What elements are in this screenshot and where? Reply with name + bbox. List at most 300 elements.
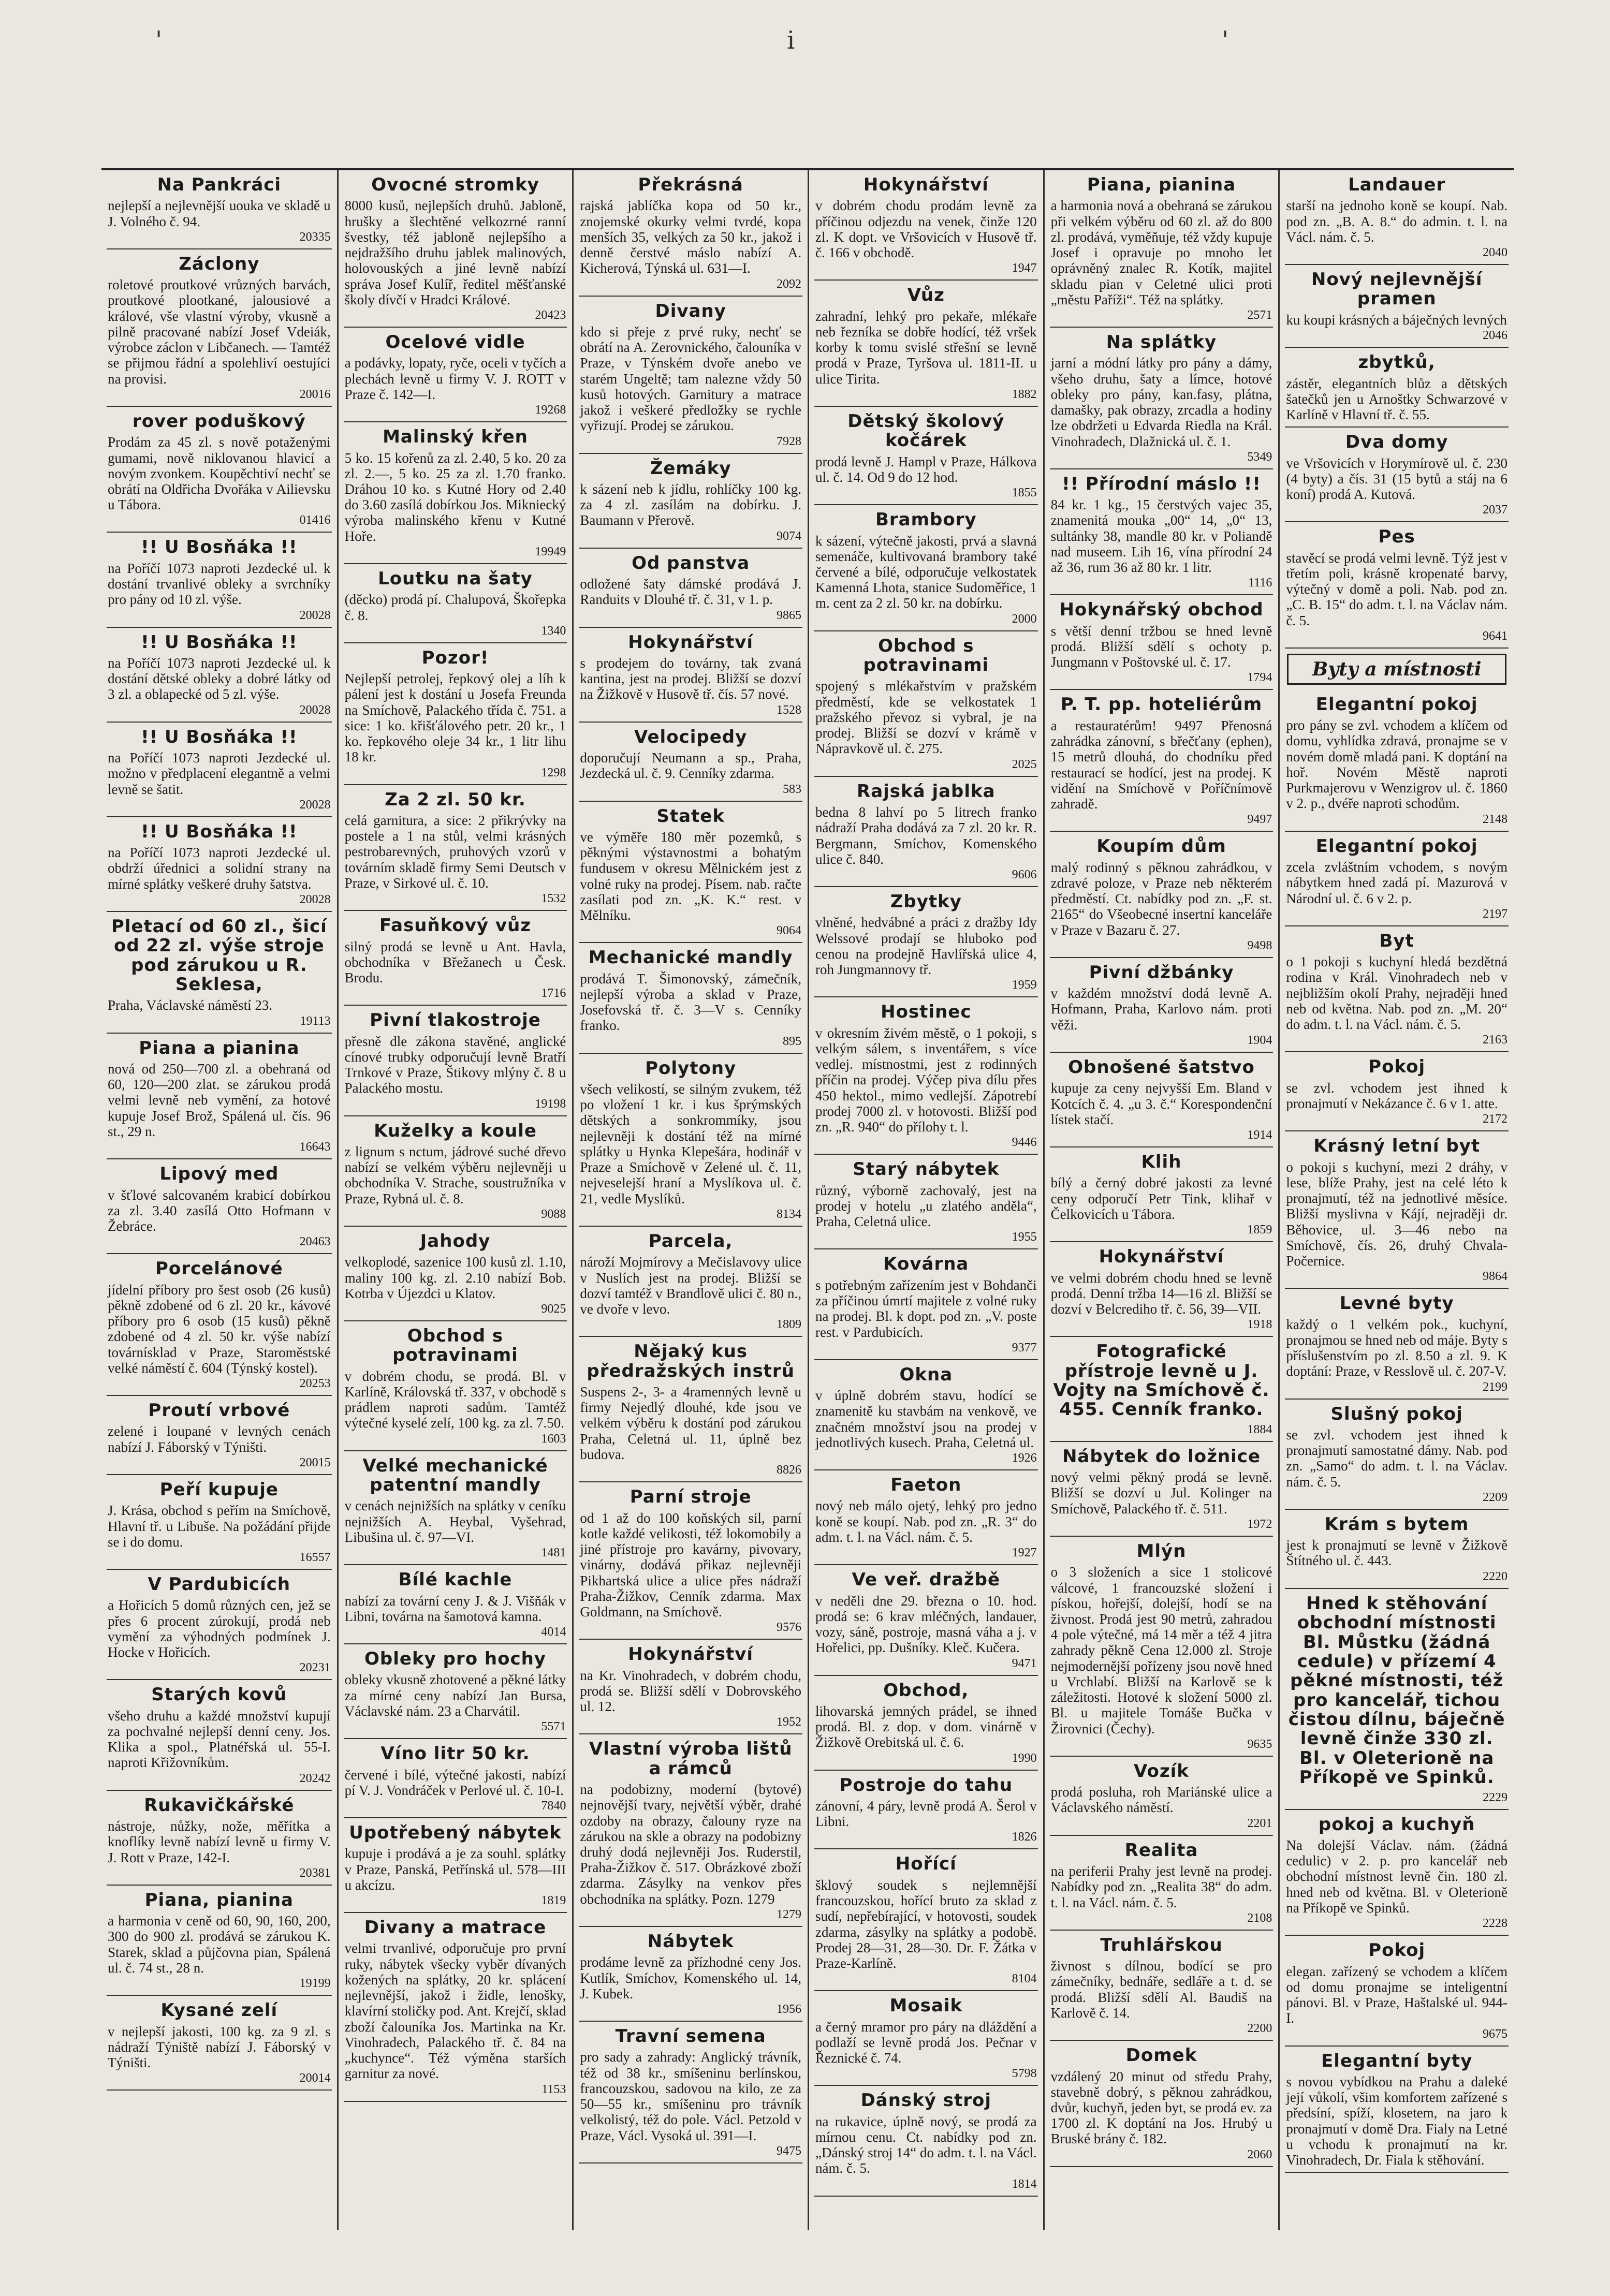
classified-ad <box>1050 1147 1274 1242</box>
ad-body: nová od 250—700 zl. a obehraná od 60, 120—200 zlat. se zárukou prodá velmi levně neb vymění, za hotové kupuje Josef Brož, Spálená ul. čís. 96 st., 29 n. <box>108 1061 331 1139</box>
ad-body: pro sady a zahrady: Anglický trávník, též od 38 kr., smíšeninu berlínskou, francouzskou, sadovou na kilo, ze za 50—55 kr., smíšeninu pro trávník velkolistý, též do pole. Václ. Petzold v Praze, Václ. Vysoká ul. 391—I. <box>580 2049 801 2143</box>
classified-ad <box>107 628 332 723</box>
ad-title: Piana, pianina <box>144 1889 294 1910</box>
classified-ad <box>344 1451 567 1565</box>
ad-column-4 <box>808 170 1043 2230</box>
classified-ad <box>1285 348 1509 428</box>
classified-ad <box>1285 265 1509 348</box>
ad-body: v cenách nejnižších na splátky v ceníku nejnižších A. Heybal, Vyšehrad, Libušina ul. č. 97—VI. <box>344 1498 566 1545</box>
ad-title: Velocipedy <box>634 726 748 747</box>
classified-ad <box>1285 1131 1509 1289</box>
ad-title: Nábytek <box>647 1931 734 1952</box>
ad-code: 20463 <box>299 1235 331 1249</box>
ad-code: 9377 <box>1012 1341 1037 1355</box>
ad-body: a podávky, lopaty, ryče, oceli v tyčích a plechách levně u firmy V. J. ROTT v Praze č. 142—I. <box>344 355 566 402</box>
ad-title: Velké mechanické patentní mandly <box>362 1455 548 1496</box>
classified-ad <box>107 912 332 1034</box>
ad-code: 9606 <box>1012 867 1037 881</box>
ad-body: v úplně dobrém stavu, hodící se znamenitě ku stavbám na venkově, ve značném množství jsou na prodej v jednotlivých kusech. Praha, Celetná ul. <box>815 1388 1037 1450</box>
ad-body: 5 ko. 15 kořenů za zl. 2.40, 5 ko. 20 za zl. 2.—, 5 ko. 25 za zl. 1.70 franko. Dráhou 10 ko. s Kutné Hory od 2.40 do 3.60 zasílá dobírkou Jos. Mikniecký výroba malinského křenu v Kutné Hoře. <box>344 450 566 544</box>
ad-title: !! U Bosňáka !! <box>141 537 298 558</box>
classified-ad <box>1285 690 1509 832</box>
ad-body: různý, výborně zachovalý, jest na prodej v hotelu „u zlatého anděla“, Praha, Celetná ulice. <box>815 1182 1037 1230</box>
ad-code: 1972 <box>1247 1517 1272 1531</box>
ad-body: prodáme levně za přízhodné ceny Jos. Kutlík, Smíchov, Komenského ul. 14, J. Kubek. <box>580 1954 801 2001</box>
ad-code: 19198 <box>535 1097 566 1111</box>
ad-code: 1914 <box>1247 1128 1272 1142</box>
ad-title: Zbytky <box>890 891 962 912</box>
classified-ad <box>1050 1242 1274 1337</box>
ad-code: 2037 <box>1482 503 1507 517</box>
ad-title: Pletací od 60 zl., šicí od 22 zl. výše stroje pod zárukou u R. Seklesa, <box>111 916 327 995</box>
ad-title: Brambory <box>875 509 977 531</box>
classified-ad <box>107 1791 332 1886</box>
ad-title: Dětský školový kočárek <box>847 410 1005 451</box>
classified-ad <box>579 1227 802 1337</box>
classified-ad <box>1050 1757 1274 1836</box>
ad-body: v nejlepší jakosti, 100 kg. za 9 zl. s nádraží Týniště nabízí J. Fáborský v Týništi. <box>108 2023 331 2070</box>
ad-body: v neděli dne 29. března o 10. hod. prodá se: 6 krav mléčných, landauer, vozy, sáně, postroje, masná váha a j. v Hořelici, pp. Dušníky. Kleč. Kučera. <box>815 1593 1037 1656</box>
classified-ad <box>1285 1510 1509 1589</box>
classified-ad <box>1050 1537 1274 1757</box>
ad-title: Jahody <box>420 1230 491 1252</box>
ad-body: jarní a módní látky pro pány a dámy, všeho druhu, šaty a límce, hotové obleky pro pány, kan.fasy, plátna, damašky, pak obrazy, zrcadla a hodiny lze obdržeti u Edvarda Riedla na Král. Vinohradech, Dlažnická ul. č. 1. <box>1050 355 1272 449</box>
ad-body: spojený s mlékařstvím v pražském předměstí, kde se velkostatek 1 pražského převoz si vybral, je na prodej. Bližší se dozví v krámě v Nápravkově ul. č. 275. <box>815 678 1037 757</box>
ad-body: a černý mramor pro páry na dláždění a podlaží se levně prodá Jos. Pečnar v Řeznické č. 74. <box>815 2019 1037 2066</box>
ad-title: Piana, pianina <box>1087 174 1236 195</box>
ad-title: Od panstva <box>632 552 750 573</box>
ad-body: ve velmi dobrém chodu hned se levně prodá. Denní tržba 14—16 zl. Bližší se dozví v Belcrediho tř. č. 56, 39—VII. <box>1050 1270 1272 1317</box>
ad-code: 2201 <box>1247 1816 1272 1830</box>
classified-ad <box>579 2022 802 2163</box>
ad-code: 1826 <box>1012 1830 1037 1844</box>
ad-title: Travní semena <box>615 2026 766 2047</box>
ad-code: 20015 <box>299 1455 331 1469</box>
classified-ad <box>107 249 332 407</box>
ad-title: Pivní džbánky <box>1089 962 1234 983</box>
classified-ad <box>814 997 1038 1155</box>
ad-title: Vůz <box>907 285 945 306</box>
classified-ad <box>814 1470 1038 1565</box>
classified-ad <box>107 170 332 249</box>
ad-body: zánovní, 4 páry, levně prodá A. Šerol v Libni. <box>815 1798 1037 1830</box>
ad-title: Postroje do tahu <box>839 1774 1013 1795</box>
ad-title: pokoj a kuchyň <box>1318 1814 1475 1835</box>
ad-body: na periferii Prahy jest levně na prodej. Nabídky pod zn. „Realita 38“ do adm. t. l. na Václ. nám. č. 5. <box>1050 1863 1272 1910</box>
ad-body: zcela zvláštním vchodem, s novým nábytkem hned zadá pí. Mazurová v Národní ul. č. 6 v 2. p. <box>1286 859 1507 906</box>
classified-ad <box>579 1337 802 1482</box>
ad-code: 2163 <box>1482 1033 1507 1047</box>
ad-title: Pokoj <box>1368 1940 1426 1961</box>
ad-title: Faeton <box>890 1475 962 1496</box>
ad-code: 583 <box>782 782 801 796</box>
classified-ad <box>1050 328 1274 469</box>
classified-ad <box>814 1849 1038 1991</box>
ad-title: Lipový med <box>159 1164 279 1185</box>
ad-code: 1153 <box>541 2082 566 2096</box>
ad-title: Elegantní pokoj <box>1315 694 1478 715</box>
ad-column-5 <box>1043 170 1279 2230</box>
ad-title: Záclony <box>179 253 260 274</box>
ad-body: všech velikostí, se silným zvukem, též po vložení 1 kr. i kus šprýmských dětských a sonkrommíky, jsou nejlevněji k dostání též na mírné splátky u Hynka Klepešára, hodinář v Praze a Smíchově v Zelené ul. č. 11, nejveselejší hraní a Myslíkova ul. č. 21, vedle Myslíků. <box>580 1081 801 1206</box>
classified-ad <box>1285 1289 1509 1399</box>
classified-ad <box>344 328 567 422</box>
ad-code: 9064 <box>776 924 801 938</box>
ad-body: lihovarská jemných prádel, se ihned prodá. Bl. z dop. v dom. vinárně v Žižkově Orebitská ul. č. 6. <box>815 1703 1037 1750</box>
classified-ad <box>814 1771 1038 1850</box>
classified-ad <box>1050 1836 1274 1931</box>
ad-body: ku koupi krásných a báječných levných <box>1286 312 1507 328</box>
classified-ad <box>344 1565 567 1644</box>
ad-code: 20016 <box>299 387 331 401</box>
ad-code: 1855 <box>1012 486 1037 500</box>
ad-code: 2060 <box>1247 2147 1272 2161</box>
ad-title: Hned k stěhování obchodní místnosti Bl. Můstku (žádná cedule) v přízemí 4 pěkné místnosti, též pro kancelář, tichou čistou dílnu, báječně levně činže 330 zl. Bl. v Oleterioně na Příkopě ve Spinků. <box>1288 1593 1505 1788</box>
ad-title: Vlastní výroba lištů a rámců <box>589 1739 793 1779</box>
ad-body: vlněné, hedvábné a práci z dražby Idy Welssové prodají se hluboko pod cenou na prodejně Havlířská ulice 4, roh Jungmannovy tř. <box>815 915 1037 978</box>
ad-title: Elegantní byty <box>1321 2050 1473 2071</box>
ad-body: každý o 1 velkém pok., kuchyní, pronajmou se hned neb od máje. Byty s příslušenstvím po zl. 8.50 a zl. 9. K doptání: Praze, v Resslově ul. č. 207-V. <box>1286 1316 1507 1379</box>
classified-ads-page <box>101 168 1514 2230</box>
ad-body: v každém množství dodá levně A. Hofmann, Praha, Karlovo nám. proti věži. <box>1050 985 1272 1033</box>
ad-body: o 3 složeních a sice 1 stolicové válcové, 1 francouzské složení i pískou, hořejší, dolejší, hodí se na živnost. Prodá jest 90 metrů, zahradou 4 pole výtečné, má 14 měr a též 4 jitra zahrady pěkně Cena 12.000 zl. Stroje nejmodernější pořízeny jsou nově hned u Vrchlabí. Bližší na Karlově se k záležitosti. Hotové k složení 5000 zl. Bl. u majitele Tomáše Bučka v Žirovnici (Čechy). <box>1050 1564 1272 1736</box>
ad-title: Koupím dům <box>1096 836 1226 857</box>
ad-body: silný prodá se levně u Ant. Havla, obchodníka v Břežanech u Česk. Brodu. <box>344 938 566 985</box>
classified-ad <box>814 1565 1038 1675</box>
page-marks <box>0 26 1610 57</box>
classified-ad <box>814 1155 1038 1249</box>
ad-title: Malinský křen <box>383 426 528 448</box>
classified-ad <box>107 1886 332 1996</box>
classified-ad <box>814 1360 1038 1470</box>
ad-title: Obnošené šatstvo <box>1068 1056 1255 1078</box>
ad-title: Porcelánové <box>155 1258 283 1279</box>
ad-code: 16643 <box>299 1140 331 1154</box>
classified-ad <box>344 1321 567 1451</box>
ad-title: Kysané zelí <box>160 2000 278 2021</box>
ad-title: Obchod s potravinami <box>392 1325 518 1366</box>
classified-ad <box>579 723 802 802</box>
classified-ad <box>579 1482 802 1640</box>
ad-title: Klih <box>1141 1152 1182 1173</box>
ad-title: !! Přírodní máslo !! <box>1062 473 1261 494</box>
ad-body: starší na jednoho koně se koupí. Nab. pod zn. „B. A. 8.“ do admin. t. l. na Václ. nám. č. 5. <box>1286 198 1507 245</box>
ad-code: 1528 <box>776 703 801 717</box>
ad-title: Krám s bytem <box>1324 1513 1469 1535</box>
ad-body: o 1 pokoji s kuchyní hledá bezdětná rodina v Král. Vinohradech neb v nejbližším okolí Prahy, nejraději hned neb od května. Nab. pod zn. „M. 20“ do adm. t. l. na Václ. nám. č. 5. <box>1286 954 1507 1033</box>
ad-code: 1927 <box>1012 1546 1037 1560</box>
ad-code: 1956 <box>776 2003 801 2017</box>
classified-ad <box>344 1739 567 1818</box>
ad-body: a restauratérům! 9497 Přenosná zahrádka zánovní, s břečťany (ephen), 15 metrů dlouhá, do chodníku před restaurací se hodící, jest na prodej. K vidění na Smíchově v Poříčnímově zahradě. <box>1050 717 1272 812</box>
classified-ad <box>1050 1931 1274 2041</box>
ad-code: 9088 <box>541 1207 566 1221</box>
ad-title: Mlýn <box>1136 1540 1187 1562</box>
ad-body: celá garnitura, a sice: 2 přikrývky na postele a 1 na stůl, velmi krásných pestrobarevných, pruhových vzorů v továrním skladě firmy Semi Deutsch v Praze, v Sirkové ul. č. 10. <box>344 812 566 891</box>
ad-code: 1819 <box>541 1894 566 1908</box>
ad-title: Pokoj <box>1368 1056 1426 1078</box>
section-heading: Byty a místnosti <box>1287 654 1506 685</box>
ad-title: Mechanické mandly <box>588 947 793 968</box>
ad-title: Na splátky <box>1106 332 1217 353</box>
ad-code: 9471 <box>1012 1656 1037 1670</box>
ad-body: k sázení neb k jídlu, rohlíčky 100 kg. za 4 zl. zasílám na dobírku. J. Baumann v Přerově. <box>580 481 801 528</box>
ad-body: přesně dle zákona stavěné, anglické cínové trubky odporučují levně Bratří Trnkové v Praze, Štikovy mlýny č. 8 u Palackého mostu. <box>344 1033 566 1096</box>
ad-code: 2197 <box>1482 907 1507 921</box>
ad-code: 9475 <box>776 2144 801 2158</box>
classified-ad <box>579 628 802 723</box>
ad-body: kupuje i prodává a je za souhl. splátky v Praze, Panská, Petřínská ul. 578—III u akcízu. <box>344 1846 566 1893</box>
ad-code: 1116 <box>1248 576 1272 590</box>
classified-ad <box>814 887 1038 997</box>
ad-body: bedna 8 lahví po 5 litrech franko nádraží Praha dodává za 7 zl. 20 kr. R. Bergmann, Smíchov, Komenského ulice č. 840. <box>815 804 1037 867</box>
ad-title: Pozor! <box>421 647 489 668</box>
classified-ad <box>344 1006 567 1116</box>
classified-ad <box>579 1054 802 1227</box>
ad-body: s prodejem do továrny, tak zvaná kantina, jest na prodej. Bližší se dozví na Žižkově v Husově tř. čís. 57 nové. <box>580 655 801 702</box>
ad-title: Hokynářství <box>863 174 989 195</box>
classified-ad <box>1050 1053 1274 1147</box>
ad-code: 9498 <box>1247 938 1272 952</box>
ad-title: Obchod, <box>883 1680 969 1701</box>
ad-body: z lignum s nctum, jádrové suché dřevo nabízí se velkém výběru nejlevněji u obchodníka V. Strache, soustružníka v Praze, Rybná ul. č. 8. <box>344 1143 566 1206</box>
ad-body: elegan. zařízený se vchodem a klíčem od domu pronajme se inteligentní pánovi. Bl. v Praze, Haštalské ul. 944-I. <box>1286 1963 1507 2026</box>
classified-ad <box>1285 2047 1509 2173</box>
ad-title: rover poduškový <box>132 410 306 432</box>
ad-title: Nový nejlevnější pramen <box>1311 269 1483 310</box>
classified-ad <box>1285 1400 1509 1510</box>
classified-ad <box>814 1991 1038 2086</box>
ad-body: Suspens 2-, 3- a 4ramenných levně u firmy Nejedlý dlouhé, kde jsou ve velkém výběru k dostání pod zárukou Praha, Celetná ul. 11, úplně bez budova. <box>580 1384 801 1462</box>
classified-ad <box>1285 1810 1509 1936</box>
classified-ad <box>1050 2041 1274 2167</box>
ad-title: Rajská jablka <box>857 781 996 802</box>
ad-body: a Hořicích 5 domů různých cen, jež se přes 6 procent zúrokují, prodá neb vymění za výhodných podmínek J. Hocke v Hořicích. <box>108 1597 331 1660</box>
ad-body: (děcko) prodá pí. Chalupová, Škořepka č. 8. <box>344 592 566 623</box>
classified-ad <box>107 533 332 627</box>
ad-body: červené i bílé, výtečné jakosti, nabízí pí V. J. Vondráček v Perlové ul. č. 10-I. <box>344 1767 566 1798</box>
ad-body: a harmonia v ceně od 60, 90, 160, 200, 300 do 900 zl. prodává se zárukou K. Starek, sklad a půjčovna pian, Spálená ul. č. 74 st., 28 n. <box>108 1913 331 1976</box>
ad-body: na Kr. Vinohradech, v dobrém chodu, prodá se. Bližší sdělí v Dobrovského ul. 12. <box>580 1667 801 1715</box>
ad-code: 9576 <box>776 1621 801 1635</box>
ad-code: 20381 <box>299 1866 331 1880</box>
ad-title: Byt <box>1379 930 1414 951</box>
ad-code: 2172 <box>1482 1112 1507 1126</box>
ad-code: 1882 <box>1012 387 1037 401</box>
ad-body: prodává T. Šimonovský, zámečník, nejlepší výroba a sklad v Praze, Josefovská tř. č. 3—V s. Cenníky franko. <box>580 970 801 1034</box>
classified-ad <box>814 777 1038 887</box>
ad-title: Hokynářský obchod <box>1059 599 1264 621</box>
classified-ad <box>814 407 1038 505</box>
ad-body: velkoplodé, sazenice 100 kusů zl. 1.10, maliny 100 kg. zl. 2.10 nabízí Bob. Kotrba v Újezdci u Klatov. <box>344 1254 566 1301</box>
classified-ad <box>1050 1337 1274 1442</box>
classified-ad <box>814 505 1038 631</box>
ad-code: 1926 <box>1012 1451 1037 1465</box>
ad-body: nový velmi pěkný prodá se levně. Bližší se dozví u Jul. Kolinger na Smíchově, Palackého tř. č. 511. <box>1050 1469 1272 1517</box>
ad-title: Hokynářství <box>1099 1246 1224 1268</box>
classified-ad <box>344 170 567 328</box>
ad-title: Parní stroje <box>630 1486 752 1508</box>
classified-ad <box>107 1570 332 1680</box>
ad-code: 20231 <box>299 1661 331 1675</box>
ad-code: 2228 <box>1482 1917 1507 1931</box>
classified-ad <box>814 2086 1038 2196</box>
classified-ad <box>1285 1589 1509 1810</box>
ad-code: 2199 <box>1482 1380 1507 1394</box>
classified-ad <box>1050 1442 1274 1537</box>
ad-body: nástroje, nůžky, nože, měřítka a knoflíky levně nabízí levně u firmy V. J. Rott v Praze, 142-I. <box>108 1818 331 1865</box>
classified-ad <box>107 1396 332 1475</box>
classified-ad <box>1285 926 1509 1053</box>
ad-body: malý rodinný s pěknou zahrádkou, v zdravé poloze, v Praze neb některém předměstí. Ct. nabídky pod zn. „F. st. 2165“ do Všeobecné insertní kanceláře v Praze v Bazaru č. 27. <box>1050 859 1272 938</box>
ad-code: 1532 <box>541 892 566 906</box>
ad-code: 2000 <box>1012 612 1037 626</box>
classified-ad <box>344 564 567 643</box>
ad-title: !! U Bosňáka !! <box>141 821 298 842</box>
ad-title: Peří kupuje <box>159 1479 279 1500</box>
ad-code: 7840 <box>541 1799 566 1813</box>
ad-body: Nejlepší petrolej, řepkový olej a líh k pálení jest k dostání u Josefa Freunda na Smíchově, Palackého třída č. 751. a sice: 1 ko. křišťálového petr. 20 kr., 1 ko. řepkového oleje 34 kr., 1 litr lihu 18 kr. <box>344 671 566 765</box>
ad-body: se zvl. vchodem jest ihned k pronajmutí samostatné dámy. Nab. pod zn. „Samo“ do adm. t. l. na Václav. nám. č. 5. <box>1286 1426 1507 1490</box>
ad-title: Obleky pro hochy <box>364 1649 546 1670</box>
ad-title: V Pardubicích <box>148 1574 291 1595</box>
classified-ad <box>1285 1936 1509 2046</box>
ad-code: 2025 <box>1012 757 1037 771</box>
ad-title: Hokynářství <box>628 631 754 653</box>
ad-body: nový neb málo ojetý, lehký pro jedno koně se koupí. Nab. pod zn. „R. 3“ do adm. t. l. na Václ. nám. č. 5. <box>815 1498 1037 1545</box>
ad-title: Parcela, <box>648 1230 733 1252</box>
ad-body: nabízí za tovární ceny J. & J. Višňák v Libni, továrna na šamotová kamna. <box>344 1593 566 1624</box>
ad-body: roletové proutkové vrůzných barvách, proutkové plootkané, jalousiové a králové, vše vlastní výroby, vkusně a pilně pracované nabízí Josef Vdeiák, výrobce záclon v Libčanech. — Tamtéž se přijmou řádní a spolehliví oestujíci na provisi. <box>108 277 331 387</box>
page-mark-left: ' <box>155 26 163 55</box>
ad-code: 1990 <box>1012 1751 1037 1765</box>
ad-code: 8826 <box>776 1463 801 1477</box>
ad-code: 9074 <box>776 529 801 543</box>
ad-code: 1279 <box>776 1907 801 1921</box>
ad-body: a harmonia nová a obehraná se zárukou při velkém výběru od 60 zl. až do 800 zl. prodává, vyměňuje, též vždy kupuje Josef i opravuje po mnoho let oprávněný znalec R. Kotík, majitel skladu pian v Celetné ulici proti „městu Paříži“. Též na splátky. <box>1050 198 1272 307</box>
classified-ad <box>1050 469 1274 596</box>
ad-code: 1809 <box>776 1318 801 1332</box>
classified-ad <box>107 1996 332 2091</box>
ad-title: Proutí vrbové <box>148 1400 290 1421</box>
classified-ad <box>1285 170 1509 265</box>
ad-title: Upotřebený nábytek <box>349 1822 562 1843</box>
ad-title: Pivní tlakostroje <box>370 1010 541 1031</box>
classified-ad <box>107 817 332 912</box>
ad-body: zástěr, elegantních blůz a dětských šatečků jen u Arnoštky Schwarzové v Karlíně v Hlavní tř. č. 55. <box>1286 375 1507 422</box>
ad-code: 1918 <box>1247 1318 1272 1332</box>
ad-code: 1952 <box>776 1715 801 1729</box>
ad-body: nejlepší a nejlevnější uouka ve skladě u J. Volného č. 94. <box>108 198 331 229</box>
ad-code: 2046 <box>1482 329 1507 343</box>
ad-title: Vozík <box>1134 1760 1189 1782</box>
ad-title: Hořící <box>895 1853 957 1875</box>
classified-ad <box>344 785 567 911</box>
ad-column-1 <box>101 170 337 2230</box>
ad-body: na Poříčí 1073 naproti Jezdecké ul. k dostání dětské obleky a dobré látky od 3 zl. a oblapecké od 5 zl. výše. <box>108 655 331 702</box>
classified-ad <box>344 643 567 785</box>
classified-ad <box>1050 690 1274 832</box>
ad-title: zbytků, <box>1358 352 1436 373</box>
ad-code: 1859 <box>1247 1223 1272 1237</box>
ad-code: 20242 <box>299 1771 331 1785</box>
ad-title: Landauer <box>1348 174 1446 195</box>
ad-title: Bílé kachle <box>398 1569 513 1591</box>
ad-code: 1959 <box>1012 978 1037 992</box>
ad-title: Krásný letní byt <box>1313 1136 1481 1157</box>
ad-code: 2108 <box>1247 1911 1272 1925</box>
ad-body: bílý a černý dobré jakosti za levné ceny odporučí Petr Tink, klihař v Čelkovicích u Tábora. <box>1050 1175 1272 1222</box>
ad-title: P. T. pp. hoteliérům <box>1060 694 1263 715</box>
ad-code: 9497 <box>1247 813 1272 827</box>
ad-title: Dánský stroj <box>860 2090 992 2111</box>
ad-code: 01416 <box>299 513 331 527</box>
ad-code: 1947 <box>1012 261 1037 275</box>
ad-code: 16557 <box>299 1551 331 1565</box>
page-mark-right: ' <box>1222 26 1229 55</box>
classified-ad <box>579 170 802 297</box>
ad-title: Loutku na šaty <box>378 568 533 589</box>
ad-body: ve výměře 180 měr pozemků, s pěknými výstavnostmi a bohatým fundusem v okresu Mělnickém jest z volné ruky na prodej. Písem. nab. račte zasílati pod zn. „K. K.“ rest. v Mělníku. <box>580 829 801 923</box>
ad-body: nároží Mojmírovy a Mečislavovy ulice v Nuslích jest na prodej. Bližší se dozví tamtéž v Brandlově ulici č. 80 n., ve dvoře v levo. <box>580 1254 801 1317</box>
classified-ad <box>344 1818 567 1913</box>
ad-code: 19949 <box>535 544 566 558</box>
ad-code: 9864 <box>1482 1270 1507 1284</box>
ad-title: Ve veř. dražbě <box>852 1569 1001 1591</box>
classified-ad <box>579 1927 802 2022</box>
ad-title: Nábytek do ložnice <box>1062 1446 1261 1467</box>
ad-title: Za 2 zl. 50 kr. <box>385 789 526 810</box>
ad-code: 2209 <box>1482 1490 1507 1504</box>
ad-code: 1794 <box>1247 671 1272 685</box>
ad-code: 1603 <box>541 1432 566 1446</box>
ad-code: 2220 <box>1482 1569 1507 1583</box>
ad-code: 1955 <box>1012 1230 1037 1244</box>
ad-body: s potřebným zařízením jest v Bohdanči za příčinou úmrtí majitele z volné ruky na prodej. Bl. k dopt. pod zn. „V. poste rest. v Pardubicích. <box>815 1277 1037 1340</box>
classified-ad <box>579 549 802 628</box>
classified-ad <box>814 1676 1038 1771</box>
ad-title: Kuželky a koule <box>374 1120 537 1141</box>
ad-body: šklový soudek s nejlemnější francouzskou, hořící bruto za sklad z sudí, nepřebírající, v hotovosti, soudek zdarma, zásylky na splátky a podobě. Prodej 28—31, 28—30. Dr. F. Žátka v Praze-Karlíně. <box>815 1877 1037 1971</box>
classified-ad <box>579 297 802 454</box>
ad-title: Realita <box>1124 1839 1198 1861</box>
ad-title: Mosaik <box>889 1995 963 2017</box>
ad-code: 2148 <box>1482 812 1507 826</box>
ad-body: na Poříčí 1073 naproti Jezdecké ul. obdrží úřednici a solidní strany na mírné splátky veškeré druhy šatstva. <box>108 845 331 892</box>
ad-body: pro pány se zvl. vchodem a klíčem od domu, vyhlídka zdravá, pronajme se v novém domě mladá pani. K doptání na hoř. Novém Městě naproti Purkmajerovu v Wenzigrov ul. č. 1860 v 2. p., dvéře naproti schodům. <box>1286 717 1507 812</box>
ad-body: prodá levně J. Hampl v Praze, Hálkova ul. č. 14. Od 9 do 12 hod. <box>815 453 1037 485</box>
ad-body: kdo si přeje z prvé ruky, nechť se obrátí na A. Zerovnického, čalouníka v Praze, v Týnském dvoře anebo ve starém Ungeltě; tam nalezne vždy 50 kusů hotových. Garnitury a matrace jakož i veškeré předložky se rychle vyřizují. Prodej se zárukou. <box>580 323 801 434</box>
ad-title: Ovocné stromky <box>371 174 539 195</box>
classified-ad <box>1050 595 1274 690</box>
ad-code: 20028 <box>299 703 331 717</box>
ad-code: 9025 <box>541 1302 566 1316</box>
ad-column-6 <box>1278 170 1514 2230</box>
classified-ad <box>107 1254 332 1396</box>
ad-title: Piana a pianina <box>139 1037 300 1058</box>
ad-code: 1814 <box>1012 2177 1037 2191</box>
ad-title: Pes <box>1378 526 1415 548</box>
page-mark-center: i <box>787 26 795 55</box>
classified-ad <box>814 631 1038 777</box>
ad-code: 1884 <box>1247 1422 1272 1436</box>
ad-title: Polytony <box>645 1057 737 1079</box>
ad-title: Starých kovů <box>151 1684 287 1705</box>
ad-body: na rukavice, úplně nový, se prodá za mírnou cenu. Ct. nabídky pod zn. „Dánský stroj 14“ do adm. t. l. na Václ. nám. č. 5. <box>815 2113 1037 2176</box>
ad-body: všeho druhu a každé množství kupují za pochvalné nejlepší denní ceny. Jos. Klika a spol., Platnéřská ul. 55-I. naproti Křižovníkům. <box>108 1708 331 1771</box>
ad-body: stavěcí se prodá velmi levně. Týž jest v třetím poli, krásně kropenaté barvy, výtečný v domě a poli. Nab. pod zn. „C. B. 15“ do adm. t. l. na Václav nám. č. 5. <box>1286 550 1507 628</box>
ad-code: 2092 <box>776 277 801 291</box>
